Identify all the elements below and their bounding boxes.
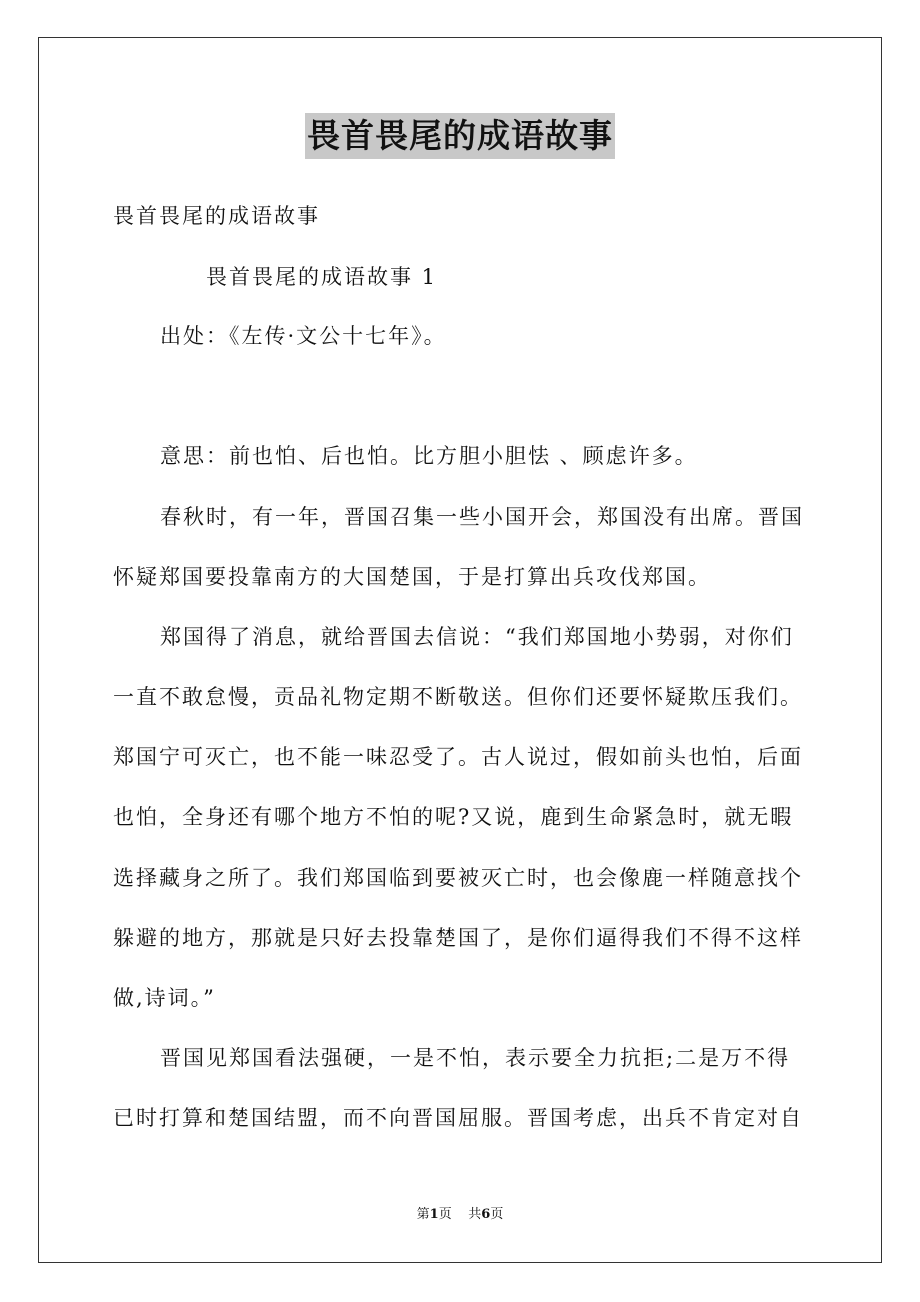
footer-page-prefix: 第: [416, 1207, 430, 1222]
text-line: 躲避的地方，那就是只好去投靠楚国了，是你们逼得我们不得不这样: [113, 926, 803, 950]
text-line: 做,诗词。”: [113, 986, 216, 1010]
page-footer: [0, 1206, 920, 1224]
footer-total-pages: 6: [481, 1207, 491, 1222]
text-line: 春秋时，有一年，晋国召集一些小国开会，郑国没有出席。晋国: [160, 505, 804, 529]
document-title-text: 畏首畏尾的成语故事: [305, 113, 615, 159]
document-subtitle: 畏首畏尾的成语故事: [113, 204, 320, 228]
text-line: 一直不敢怠慢，贡品礼物定期不断敬送。但你们还要怀疑欺压我们。: [113, 685, 803, 709]
footer-total-suffix: 页: [490, 1207, 504, 1222]
text-line: 怀疑郑国要投靠南方的大国楚国，于是打算出兵攻伐郑国。: [113, 565, 711, 589]
text-line-meaning: 意思：前也怕、后也怕。比方胆小胆怯 、顾虑许多。: [160, 444, 698, 468]
section-heading: 畏首畏尾的成语故事 1: [206, 265, 438, 289]
footer-page-number: 1: [429, 1207, 439, 1222]
text-line: 已时打算和楚国结盟，而不向晋国屈服。晋国考虑，出兵不肯定对自: [113, 1106, 803, 1130]
text-line: 郑国宁可灭亡，也不能一味忍受了。古人说过，假如前头也怕，后面: [113, 745, 803, 769]
document-title: [0, 113, 920, 159]
footer-total-prefix: 共: [468, 1207, 482, 1222]
text-line: 郑国得了消息，就给晋国去信说：“我们郑国地小势弱，对你们: [160, 625, 794, 649]
footer-page-suffix: 页: [438, 1207, 452, 1222]
text-line: 也怕，全身还有哪个地方不怕的呢?又说，鹿到生命紧急时，就无暇: [113, 805, 794, 829]
text-line-source: 出处：《左传·文公十七年》。: [160, 324, 447, 348]
text-line: 晋国见郑国看法强硬，一是不怕，表示要全力抗拒;二是万不得: [160, 1046, 791, 1070]
text-line: 选择藏身之所了。我们郑国临到要被灭亡时，也会像鹿一样随意找个: [113, 866, 803, 890]
